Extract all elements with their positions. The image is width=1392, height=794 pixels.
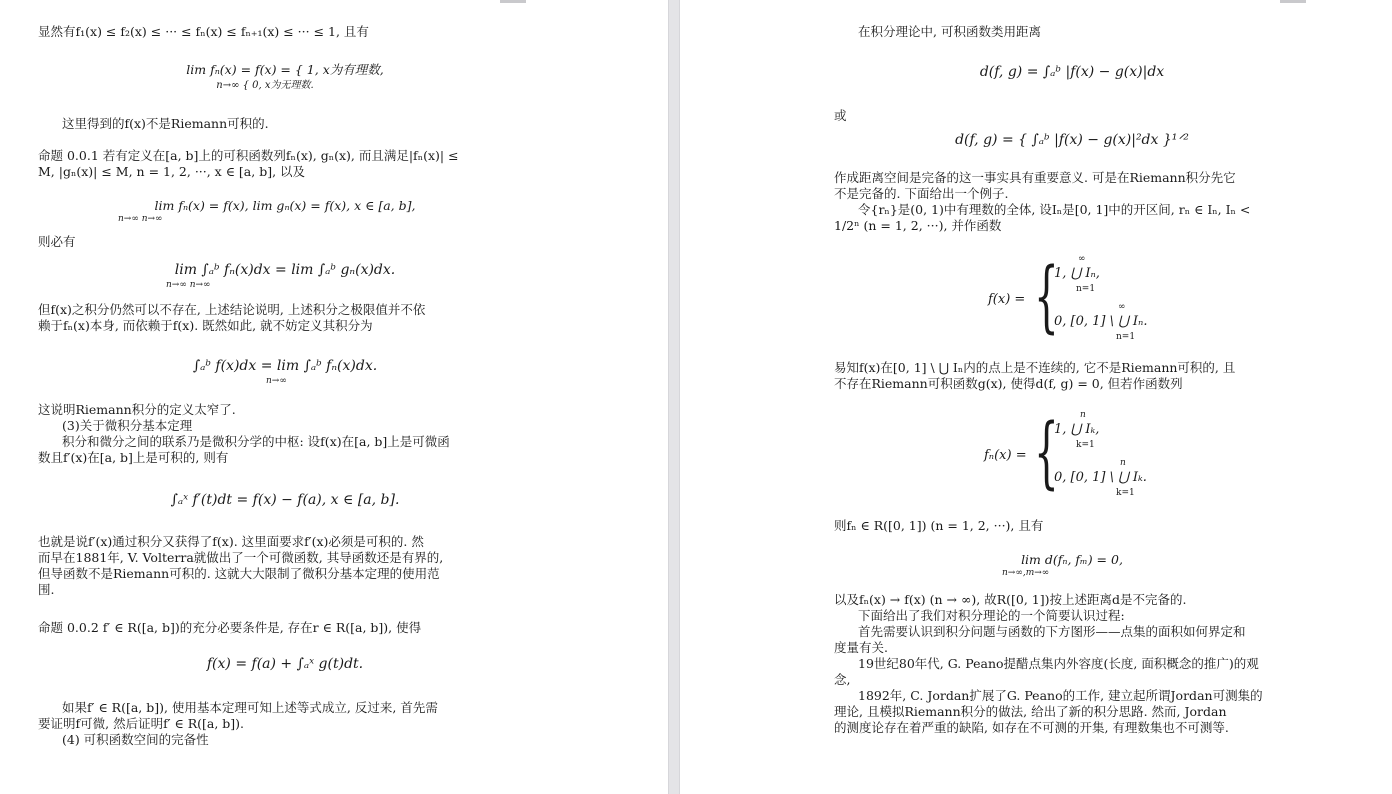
text-line: 1892年, C. Jordan扩展了G. Peano的工作, 建立起所谓Jordan可测集的 [858, 688, 1263, 703]
text-line: 念, [834, 672, 851, 687]
equation-line: ∫ₐᵇ f(x)dx = lim ∫ₐᵇ fₙ(x)dx. [192, 358, 378, 374]
text-line: 或 [834, 108, 847, 123]
equation-limit-dirichlet [38, 62, 532, 94]
text-line: 数且f′(x)在[a, b]上是可积的, 则有 [38, 450, 229, 465]
proposition-text: M, |gₙ(x)| ≤ M, n = 1, 2, ···, x ∈ [a, b], 以及 [38, 164, 306, 179]
text-line: 这里得到的f(x)不是Riemann可积的. [62, 116, 269, 131]
equation-l1-distance [834, 62, 1310, 82]
document-page-right [680, 0, 1392, 794]
equation-line: n→∞ { 0, x为无理数. [216, 80, 314, 91]
text-line: 19世纪80年代, G. Peano提醋点集内外容度(长度, 面积概念的推广)的观 [858, 656, 1259, 671]
document-page-left [0, 0, 668, 794]
proposition-text: 命题 0.0.2 f′ ∈ R([a, b])的充分必要条件是, 存在r ∈ R([a, b]), 使得 [38, 620, 422, 635]
proposition-text: 命题 0.0.1 若有定义在[a, b]上的可积函数列fₙ(x), gₙ(x), 而且满足|fₙ(x)| ≤ [38, 148, 459, 163]
equation-subscript: n→∞ n→∞ [118, 214, 163, 224]
text-line: 则fₙ ∈ R([0, 1]) (n = 1, 2, ···), 且有 [834, 518, 1044, 533]
text-line: 的测度论存在着严重的缺陷, 如存在不可测的开集, 有理数集也不可测等. [834, 720, 1229, 735]
equation-case-line: 0, [0, 1] \ ⋃ Iₙ. [1054, 314, 1148, 329]
page-corner-mark [1280, 0, 1306, 3]
equation-lhs: fₙ(x) = [984, 448, 1027, 463]
equation-case-line: 1, ⋃ Iₖ, [1054, 422, 1100, 437]
equation-subscript: n→∞ [266, 376, 287, 386]
text-line: 但f(x)之积分仍然可以不存在, 上述结论说明, 上述积分之极限值并不依 [38, 302, 426, 317]
text-line: 如果f′ ∈ R([a, b]), 使用基本定理可知上述等式成立, 反过来, 首先需 [62, 700, 438, 715]
text-line: 以及fₙ(x) → f(x) (n → ∞), 故R([0, 1])按上述距离d是不完备的. [834, 592, 1187, 607]
equation-line: lim d(fₙ, fₘ) = 0, [1021, 552, 1123, 567]
text-line: 积分和微分之间的联系乃是微积分学的中枢: 设f(x)在[a, b]上是可微函 [62, 434, 450, 449]
union-subscript: n=1 [1116, 332, 1136, 342]
text-line: 下面给出了我们对积分理论的一个简要认识过程: [858, 608, 1125, 623]
union-superscript: n [1120, 458, 1126, 468]
equation-antiderivative [38, 654, 532, 674]
equation-l2-distance [834, 130, 1310, 150]
union-subscript: k=1 [1116, 488, 1135, 498]
text-line: 赖于fₙ(x)本身, 而依赖于f(x). 既然如此, 就不妨定义其积分为 [38, 318, 373, 333]
text-line: 但导函数不是Riemann可积的. 这就大大限制了微积分基本定理的使用范 [38, 566, 440, 581]
section-heading: (4) 可积函数空间的完备性 [62, 732, 209, 747]
text-line: 易知f(x)在[0, 1] \ ⋃ Iₙ内的点上是不连续的, 它不是Riemann可积的, 且 [834, 360, 1236, 375]
text-line: 这说明Riemann积分的定义太窄了. [38, 402, 236, 417]
text-line: 不存在Riemann可积函数g(x), 使得d(f, g) = 0, 但若作函数列 [834, 376, 1183, 391]
equation-line: d(f, g) = { ∫ₐᵇ |f(x) − g(x)|²dx }¹ᐟ² [955, 132, 1189, 148]
equation-line: d(f, g) = ∫ₐᵇ |f(x) − g(x)|dx [979, 64, 1165, 80]
equation-fundamental-theorem [38, 490, 532, 510]
equation-case-line: 1, ⋃ Iₙ, [1054, 266, 1100, 281]
equation-line: lim fₙ(x) = f(x) = { 1, x为有理数, [186, 62, 384, 77]
equation-line: lim ∫ₐᵇ fₙ(x)dx = lim ∫ₐᵇ gₙ(x)dx. [174, 262, 396, 278]
text-line: 理论, 且模拟Riemann积分的做法, 给出了新的积分思路. 然而, Jordan [834, 704, 1227, 719]
page-gutter [668, 0, 680, 794]
brace-glyph: { [1034, 408, 1059, 498]
text-line: 度量有关. [834, 640, 888, 655]
text-line: 显然有f₁(x) ≤ f₂(x) ≤ ··· ≤ fₙ(x) ≤ fₙ₊₁(x) ≤ ··· ≤ 1, 且有 [38, 24, 369, 39]
text-line: 首先需要认识到积分问题与函数的下方图形——点集的面积如何界定和 [858, 624, 1246, 639]
equation-cauchy-limit [834, 552, 1310, 578]
equation-piecewise-f [834, 254, 1310, 348]
page-corner-mark [500, 0, 526, 3]
text-line: 1/2ⁿ (n = 1, 2, ···), 并作函数 [834, 218, 1002, 233]
text-line: 令{rₙ}是(0, 1)中有理数的全体, 设Iₙ是[0, 1]中的开区间, rₙ ∈ Iₙ, Iₙ < [858, 202, 1251, 217]
equation-limits [38, 198, 532, 224]
equation-case-line: 0, [0, 1] \ ⋃ Iₖ. [1054, 470, 1147, 485]
equation-integral-limits [38, 260, 532, 290]
equation-line: lim fₙ(x) = f(x), lim gₙ(x) = f(x), x ∈ [a, b], [154, 198, 416, 213]
union-subscript: n=1 [1076, 284, 1096, 294]
text-line: 作成距离空间是完备的这一事实具有重要意义. 可是在Riemann积分先它 [834, 170, 1236, 185]
equation-lhs: f(x) = [988, 292, 1026, 307]
text-line: 而早在1881年, V. Volterra就做出了一个可微函数, 其导函数还是有界的, [38, 550, 444, 565]
text-line: 不是完备的. 下面给出一个例子. [834, 186, 1009, 201]
union-superscript: ∞ [1118, 302, 1126, 312]
brace-glyph: { [1034, 252, 1059, 342]
union-superscript: n [1080, 410, 1086, 420]
equation-line: ∫ₐˣ f′(t)dt = f(x) − f(a), x ∈ [a, b]. [170, 492, 400, 508]
equation-piecewise-fn [834, 410, 1310, 504]
section-heading: (3)关于微积分基本定理 [62, 418, 193, 433]
text-line: 则必有 [38, 234, 76, 249]
equation-subscript: n→∞ n→∞ [166, 280, 211, 290]
text-line: 围. [38, 582, 55, 597]
equation-integral-definition [38, 356, 532, 386]
equation-line: f(x) = f(a) + ∫ₐˣ g(t)dt. [206, 656, 364, 672]
union-subscript: k=1 [1076, 440, 1095, 450]
equation-subscript: n→∞,m→∞ [1002, 568, 1050, 578]
text-line: 在积分理论中, 可积函数类用距离 [858, 24, 1041, 39]
text-line: 要证明f可微, 然后证明f′ ∈ R([a, b]). [38, 716, 245, 731]
union-superscript: ∞ [1078, 254, 1086, 264]
text-line: 也就是说f′(x)通过积分又获得了f(x). 这里面要求f′(x)必须是可积的. 然 [38, 534, 424, 549]
